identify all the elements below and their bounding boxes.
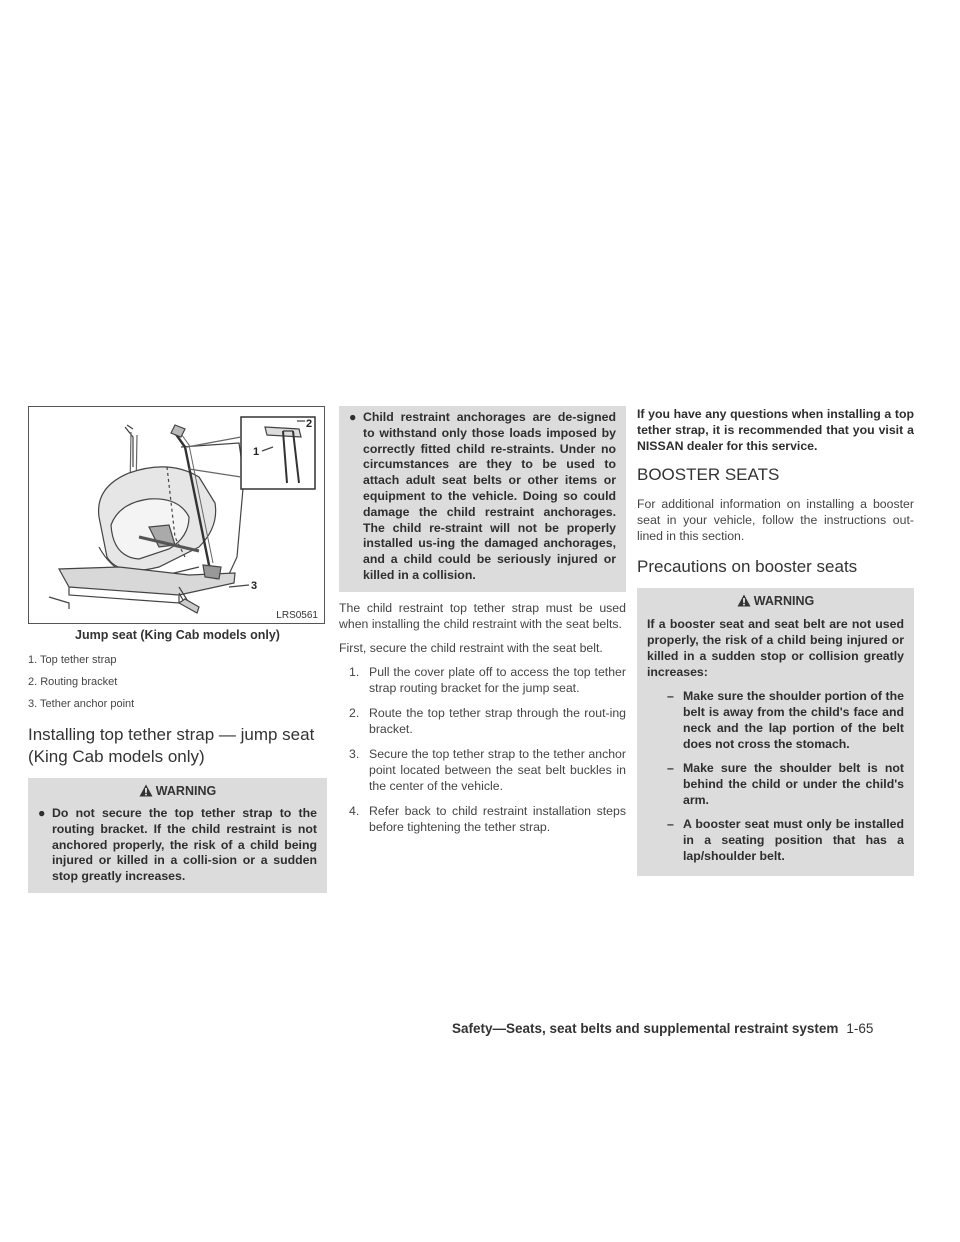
child-seat-illustration <box>29 407 323 622</box>
section-heading-jump-seat: Installing top tether strap — jump seat (King Cab models only) <box>28 725 315 766</box>
callout-3: 3 <box>251 580 258 592</box>
dash-marker: – <box>667 689 674 703</box>
figure-code: LRS0561 <box>276 610 318 621</box>
step-text: Pull the cover plate off to access the top tether strap routing bracket for the jump seat. <box>369 664 626 695</box>
warning-item-text: Child restraint anchorages are de-signed to withstand only those loads imposed by correctly fitted child re-straints. Under no circumstances are they to be used to attach adult seat belts or other items or equipment to the vehicle. Doing so could damage the child restraint anchorages. The child re-straint will not be properly installed us-ing the damaged anchorages, and a child could be seriously injured or killed in a collision. <box>363 410 616 582</box>
warning-item <box>38 806 317 885</box>
step-number: 2. <box>349 705 360 720</box>
step-text: Secure the top tether strap to the tether anchor point located between the seat belt buckles in the center of the vehicle. <box>369 746 626 793</box>
warning-box-2 <box>637 588 914 876</box>
warning-header <box>647 594 904 608</box>
warning-item <box>647 816 904 864</box>
step-text: Refer back to child restraint installation steps before tightening the tether strap. <box>369 803 626 834</box>
section-heading-booster-seats: BOOSTER SEATS <box>637 465 780 484</box>
legend-item: 3. Tether anchor point <box>28 698 135 710</box>
bullet-icon: ● <box>38 806 46 820</box>
callout-1: 1 <box>253 446 260 458</box>
warning-item <box>647 760 904 808</box>
warning-item <box>349 410 616 584</box>
step-text: Route the top tether strap through the rout-ing bracket. <box>369 705 626 736</box>
warning-item-text: Make sure the shoulder portion of the belt is away from the child's face and neck and the lap portion of the belt does not cross the stomach. <box>683 689 904 751</box>
legend-item: 2. Routing bracket <box>28 676 118 688</box>
step-number: 1. <box>349 664 360 679</box>
paragraph: First, secure the child restraint with the seat belt. <box>339 640 603 655</box>
warning-item <box>647 688 904 752</box>
warning-intro: If a booster seat and seat belt are not used properly, the risk of a child being injured or killed in a sudden stop or collision greatly increases: <box>647 617 904 679</box>
warning-item-text: Do not secure the top tether strap to the routing bracket. If the child restraint is not anchored properly, the risk of a child being injured or killed in a colli-sion or a sudden stop greatly increases. <box>52 806 317 884</box>
step-number: 3. <box>349 746 360 761</box>
warning-label: WARNING <box>155 784 217 798</box>
step-item <box>339 705 626 737</box>
subheading-precautions: Precautions on booster seats <box>637 557 858 576</box>
step-item <box>339 664 626 696</box>
step-item <box>339 746 626 794</box>
warning-label: WARNING <box>753 594 815 608</box>
figure-legend <box>28 654 327 710</box>
column-1 <box>28 406 327 893</box>
page-footer <box>452 1021 922 1036</box>
legend-item: 1. Top tether strap <box>28 654 117 666</box>
footer-title: Safety—Seats, seat belts and supplemental restraint system <box>452 1021 839 1036</box>
warning-box-1-continued <box>339 406 626 592</box>
warning-triangle-icon <box>139 784 153 797</box>
page-number: 1-65 <box>846 1021 874 1036</box>
step-list <box>339 664 626 835</box>
callout-2: 2 <box>306 418 313 430</box>
warning-triangle-icon <box>737 594 751 607</box>
jump-seat-figure <box>28 406 325 624</box>
paragraph: The child restraint top tether strap must be used when installing the child restraint with the seat belts. <box>339 600 626 631</box>
warning-item-text: Make sure the shoulder belt is not behind the child or under the child's arm. <box>683 761 904 807</box>
closing-paragraph: If you have any questions when installing a top tether strap, it is recommended that you visit a NISSAN dealer for this service. <box>637 407 914 453</box>
step-item <box>339 803 626 835</box>
step-number: 4. <box>349 803 360 818</box>
dash-marker: – <box>667 817 674 831</box>
figure-caption: Jump seat (King Cab models only) <box>75 628 280 642</box>
bullet-icon: ● <box>349 410 357 424</box>
column-3 <box>637 406 914 876</box>
column-2 <box>339 406 626 844</box>
warning-header <box>38 784 317 798</box>
paragraph: For additional information on installing a booster seat in your vehicle, follow the instructions out-lined in this section. <box>637 497 914 543</box>
warning-box-1 <box>28 778 327 893</box>
dash-marker: – <box>667 761 674 775</box>
warning-item-text: A booster seat must only be installed in a seating position that has a lap/shoulder belt. <box>683 817 904 863</box>
